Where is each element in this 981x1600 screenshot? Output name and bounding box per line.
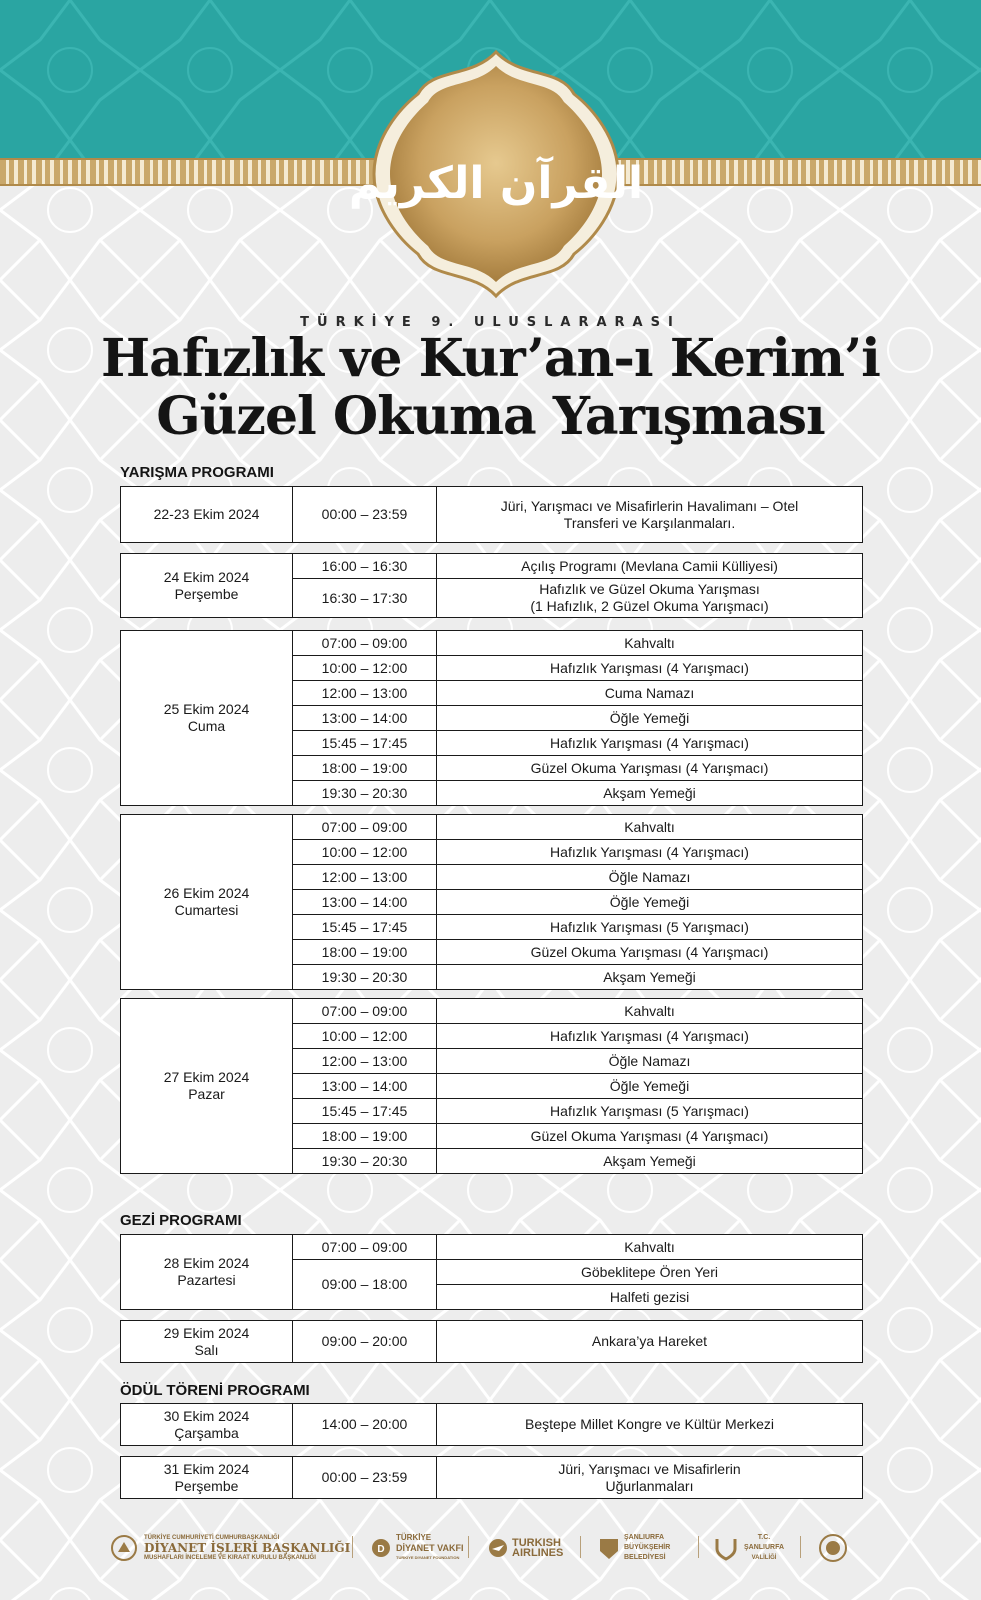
turkish-airlines-logo xyxy=(488,1528,563,1568)
page-title-line2: Güzel Okuma Yarışması xyxy=(156,386,825,447)
day-cell xyxy=(121,1321,293,1363)
schedule-block xyxy=(120,1234,863,1310)
logo-divider xyxy=(352,1536,353,1558)
diyanet-logo xyxy=(110,1528,350,1568)
event-cell: Hafızlık Yarışması (4 Yarışmacı) xyxy=(437,840,863,865)
belediye-crest-icon xyxy=(598,1535,620,1561)
table-row xyxy=(121,1321,863,1363)
day-cell xyxy=(121,815,293,990)
event-cell: Ankara’ya Hareket xyxy=(437,1321,863,1363)
time-cell: 13:00 – 14:00 xyxy=(293,1074,437,1099)
event-line: Hafızlık ve Güzel Okuma Yarışması xyxy=(539,581,760,597)
schedule-block xyxy=(120,553,863,618)
time-cell: 12:00 – 13:00 xyxy=(293,681,437,706)
time-cell: 07:00 – 09:00 xyxy=(293,631,437,656)
day-weekday: Cuma xyxy=(187,718,226,734)
diyanet-emblem-icon xyxy=(110,1534,138,1562)
table-row xyxy=(121,554,863,579)
day-date: 26 Ekim 2024 xyxy=(163,885,250,901)
logo-divider xyxy=(698,1536,699,1558)
sanliurfa-belediye-logo xyxy=(598,1528,670,1568)
diyanet-vakfi-logo xyxy=(370,1528,464,1568)
time-cell: 18:00 – 19:00 xyxy=(293,1124,437,1149)
thy-bird-icon xyxy=(488,1538,508,1558)
day-date: 31 Ekim 2024 xyxy=(163,1460,250,1477)
table-row xyxy=(121,1457,863,1499)
event-cell: Cuma Namazı xyxy=(437,681,863,706)
event-cell: Kahvaltı xyxy=(437,1235,863,1260)
quran-calligraphy-medallion xyxy=(348,48,644,300)
day-weekday: Pazartesi xyxy=(177,1272,236,1288)
diyanet-main-text: DİYANET İŞLERİ BAŞKANLIĞI xyxy=(144,1541,351,1555)
time-cell: 16:30 – 17:30 xyxy=(293,579,437,618)
event-cell: Hafızlık Yarışması (4 Yarışmacı) xyxy=(437,1024,863,1049)
time-cell: 10:00 – 12:00 xyxy=(293,656,437,681)
table-row xyxy=(121,815,863,840)
time-cell: 13:00 – 14:00 xyxy=(293,706,437,731)
seal-icon xyxy=(818,1533,848,1563)
day-weekday: Cumartesi xyxy=(174,902,239,918)
valilik-text-1: T.C. xyxy=(757,1534,771,1541)
time-cell: 12:00 – 13:00 xyxy=(293,1049,437,1074)
day-date: 30 Ekim 2024 xyxy=(163,1407,250,1424)
day-date: 24 Ekim 2024 xyxy=(163,568,250,585)
event-line: Jüri, Yarışmacı ve Misafirlerin xyxy=(558,1460,741,1477)
section-title-award: ÖDÜL TÖRENİ PROGRAMI xyxy=(120,1382,310,1399)
event-cell: Öğle Yemeği xyxy=(437,1074,863,1099)
diyanet-top-text: TÜRKİYE CUMHURİYETİ CUMHURBAŞKANLIĞI xyxy=(144,1535,280,1541)
schedule-block xyxy=(120,486,863,543)
schedule-block xyxy=(120,1403,863,1446)
vakif-text-1: TÜRKİYE xyxy=(396,1533,432,1542)
day-cell xyxy=(121,1404,293,1446)
page-title-line1: Hafızlık ve Kur’an-ı Kerim’i xyxy=(101,328,880,389)
time-cell: 15:45 – 17:45 xyxy=(293,1099,437,1124)
time-cell: 10:00 – 12:00 xyxy=(293,1024,437,1049)
valilik-emblem-icon xyxy=(714,1535,738,1561)
event-cell: Akşam Yemeği xyxy=(437,1149,863,1174)
day-weekday: Perşembe xyxy=(174,585,239,602)
sanliurfa-text-1: ŞANLIURFA xyxy=(624,1534,665,1541)
time-cell: 09:00 – 20:00 xyxy=(293,1321,437,1363)
section-title-competition: YARIŞMA PROGRAMI xyxy=(120,464,274,481)
event-cell: Güzel Okuma Yarışması (4 Yarışmacı) xyxy=(437,1124,863,1149)
time-cell: 19:30 – 20:30 xyxy=(293,781,437,806)
time-cell: 19:30 – 20:30 xyxy=(293,1149,437,1174)
event-cell: Hafızlık Yarışması (5 Yarışmacı) xyxy=(437,1099,863,1124)
time-cell: 07:00 – 09:00 xyxy=(293,815,437,840)
table-row xyxy=(121,631,863,656)
thy-text-1: TURKISH xyxy=(512,1537,561,1549)
day-cell xyxy=(121,631,293,806)
day-cell xyxy=(121,487,293,543)
event-cell: Akşam Yemeği xyxy=(437,781,863,806)
time-cell: 10:00 – 12:00 xyxy=(293,840,437,865)
event-line: (1 Hafızlık, 2 Güzel Okuma Yarışmacı) xyxy=(530,598,769,614)
event-cell: Öğle Namazı xyxy=(437,865,863,890)
sanliurfa-valilik-logo xyxy=(714,1528,784,1568)
schedule-block xyxy=(120,998,863,1174)
event-cell: Öğle Yemeği xyxy=(437,890,863,915)
event-cell: Göbeklitepe Ören Yeri xyxy=(437,1260,863,1285)
event-cell: Kahvaltı xyxy=(437,815,863,840)
time-cell: 15:45 – 17:45 xyxy=(293,915,437,940)
day-cell xyxy=(121,1235,293,1310)
event-cell: Açılış Programı (Mevlana Camii Külliyesi) xyxy=(437,554,863,579)
vakif-text-3: TURKIYE DIYANET FOUNDATION xyxy=(396,1555,460,1560)
time-cell: 13:00 – 14:00 xyxy=(293,890,437,915)
time-cell: 19:30 – 20:30 xyxy=(293,965,437,990)
event-cell: Hafızlık Yarışması (4 Yarışmacı) xyxy=(437,731,863,756)
day-weekday: Salı xyxy=(194,1341,219,1358)
day-date: 28 Ekim 2024 xyxy=(163,1255,250,1271)
time-cell: 15:45 – 17:45 xyxy=(293,731,437,756)
table-row xyxy=(121,1235,863,1260)
event-cell: Kahvaltı xyxy=(437,631,863,656)
schedule-block xyxy=(120,630,863,806)
event-cell: Kahvaltı xyxy=(437,999,863,1024)
day-date: 29 Ekim 2024 xyxy=(163,1324,250,1341)
time-cell: 18:00 – 19:00 xyxy=(293,940,437,965)
day-date: 22-23 Ekim 2024 xyxy=(153,506,260,522)
sanliurfa-text-2: BÜYÜKŞEHİR xyxy=(624,1544,671,1551)
event-cell: Öğle Yemeği xyxy=(437,706,863,731)
event-cell: Öğle Namazı xyxy=(437,1049,863,1074)
day-weekday: Perşembe xyxy=(174,1477,239,1494)
sanliurfa-text-3: BELEDİYESİ xyxy=(624,1554,666,1561)
day-date: 25 Ekim 2024 xyxy=(163,701,250,717)
thy-text-2: AIRLINES xyxy=(512,1547,564,1559)
section-title-trip: GEZİ PROGRAMI xyxy=(120,1212,242,1229)
event-cell: Güzel Okuma Yarışması (4 Yarışmacı) xyxy=(437,940,863,965)
event-line: Uğurlanmaları xyxy=(605,1477,694,1494)
event-cell: Güzel Okuma Yarışması (4 Yarışmacı) xyxy=(437,756,863,781)
time-cell: 16:00 – 16:30 xyxy=(293,554,437,579)
schedule-block xyxy=(120,814,863,990)
sponsor-footer xyxy=(0,1528,981,1578)
valilik-text-3: VALİLİĞİ xyxy=(751,1555,777,1561)
time-cell: 14:00 – 20:00 xyxy=(293,1404,437,1446)
diyanet-sub-text: MUSHAFLARI İNCELEME VE KIRAAT KURULU BAŞKANLIĞI xyxy=(144,1555,316,1561)
day-weekday: Çarşamba xyxy=(174,1424,239,1441)
event-cell: Hafızlık Yarışması (4 Yarışmacı) xyxy=(437,656,863,681)
table-row xyxy=(121,999,863,1024)
event-cell: Beştepe Millet Kongre ve Kültür Merkezi xyxy=(437,1404,863,1446)
svg-text:D: D xyxy=(377,1544,385,1555)
time-cell: 09:00 – 18:00 xyxy=(293,1260,437,1310)
valilik-text-2: ŞANLIURFA xyxy=(744,1544,785,1551)
day-cell xyxy=(121,999,293,1174)
vakif-emblem-icon xyxy=(370,1537,392,1559)
schedule-block xyxy=(120,1320,863,1363)
calligraphy-text: القرآن الكريم xyxy=(348,158,644,209)
institution-seal-logo xyxy=(818,1528,848,1568)
day-cell xyxy=(121,1457,293,1499)
time-cell: 18:00 – 19:00 xyxy=(293,756,437,781)
time-cell: 12:00 – 13:00 xyxy=(293,865,437,890)
event-cell: Akşam Yemeği xyxy=(437,965,863,990)
event-cell: Jüri, Yarışmacı ve Misafirlerin Havalimanı – Otel Transferi ve Karşılanmaları. xyxy=(437,487,863,543)
time-cell: 07:00 – 09:00 xyxy=(293,999,437,1024)
vakif-text-2: DİYANET VAKFI xyxy=(396,1543,464,1553)
time-cell: 00:00 – 23:59 xyxy=(293,487,437,543)
event-cell xyxy=(437,1457,863,1499)
time-cell: 00:00 – 23:59 xyxy=(293,1457,437,1499)
day-cell xyxy=(121,554,293,618)
event-cell: Hafızlık Yarışması (5 Yarışmacı) xyxy=(437,915,863,940)
event-cell xyxy=(437,579,863,618)
day-weekday: Pazar xyxy=(188,1086,225,1102)
day-date: 27 Ekim 2024 xyxy=(163,1069,250,1085)
table-row xyxy=(121,1404,863,1446)
logo-divider xyxy=(580,1536,581,1558)
schedule-block xyxy=(120,1456,863,1499)
logo-divider xyxy=(800,1536,801,1558)
event-cell: Halfeti gezisi xyxy=(437,1285,863,1310)
table-row xyxy=(121,487,863,543)
time-cell: 07:00 – 09:00 xyxy=(293,1235,437,1260)
competition-subtitle: TÜRKİYE 9. ULUSLARARASI xyxy=(300,315,681,330)
logo-divider xyxy=(468,1536,469,1558)
